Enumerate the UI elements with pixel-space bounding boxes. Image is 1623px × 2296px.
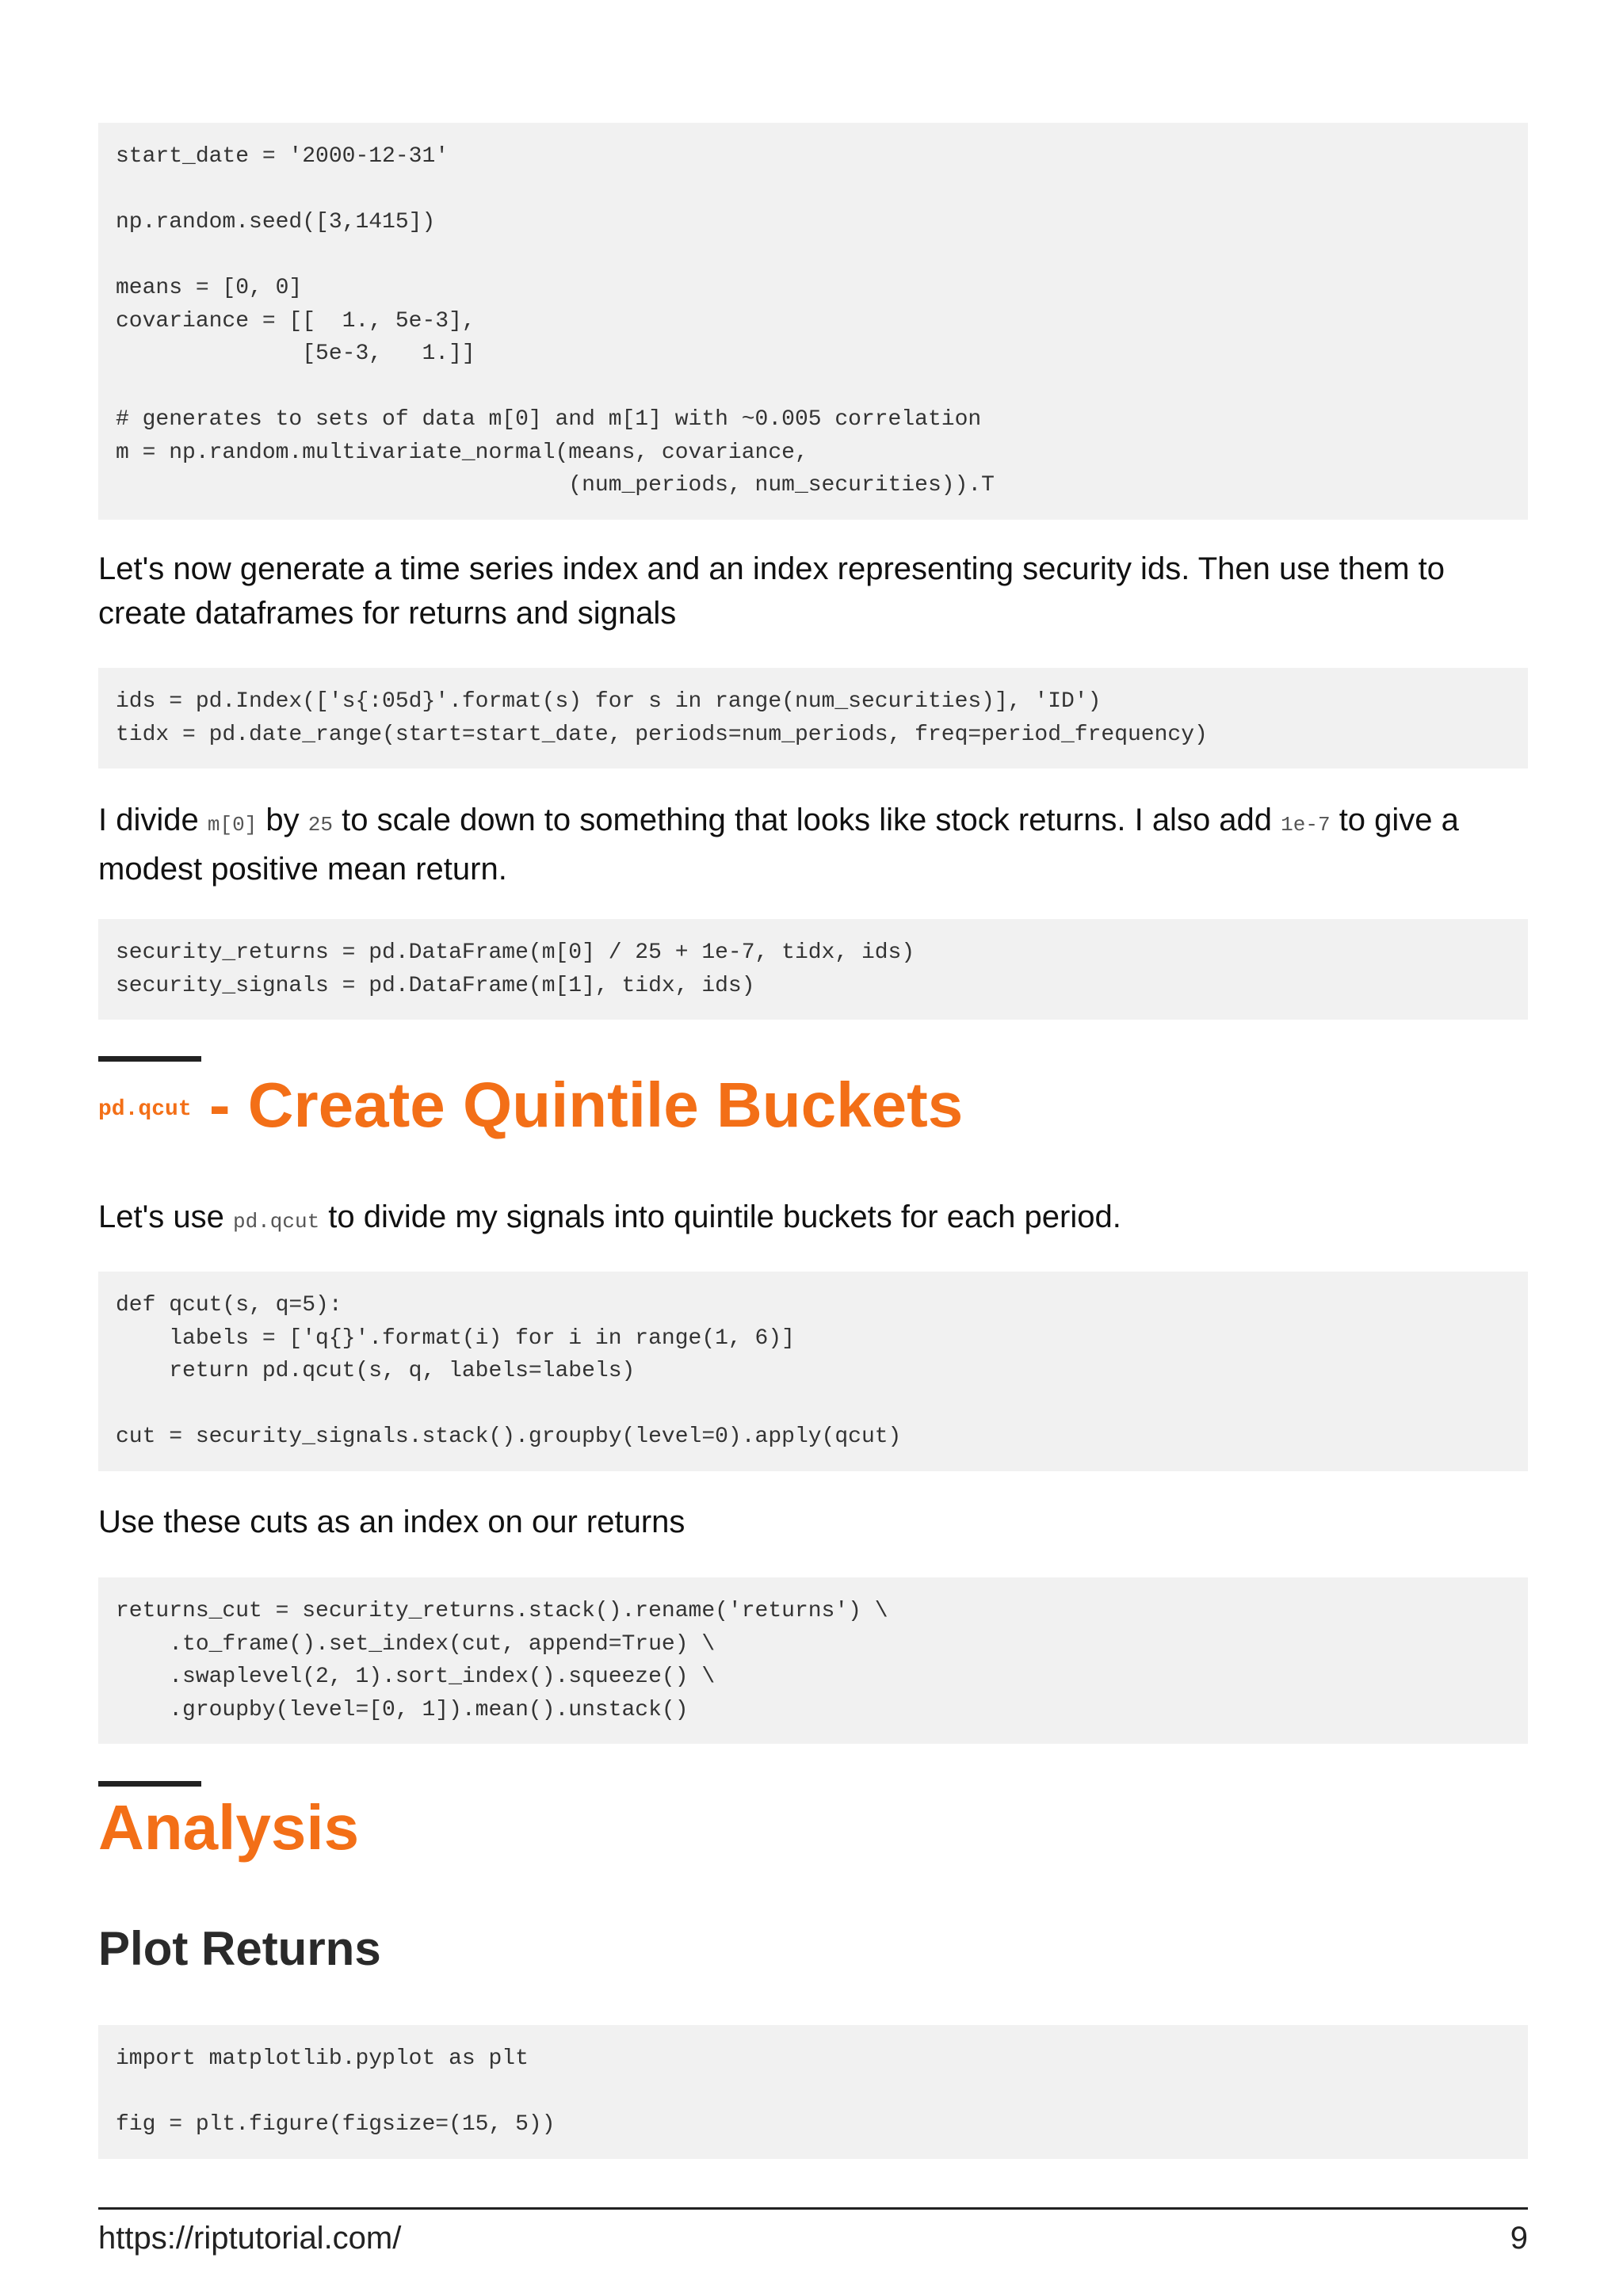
- paragraph-text: to give a modest positive mean return.: [98, 803, 1459, 887]
- inline-code: 1e-7: [1281, 813, 1331, 837]
- inline-code: 25: [307, 813, 333, 837]
- heading-code: pd.qcut: [98, 1097, 192, 1122]
- inline-code: pd.qcut: [232, 1210, 320, 1234]
- paragraph-text: to divide my signals into quintile buckets for each period.: [319, 1199, 1121, 1234]
- section-heading-qcut: [98, 1070, 963, 1146]
- heading-title: - Create Quintile Buckets: [191, 1070, 964, 1140]
- code-block-returns-cut: returns_cut = security_returns.stack().rename('returns') \ .to_frame().set_index(cut, append=True) \ .swaplevel(2, 1).sort_index().squeeze() \ .groupby(level=[0, 1]).mean().unstack(): [98, 1577, 1528, 1744]
- paragraph-qcut-intro: [98, 1195, 1528, 1244]
- section-heading-analysis: Analysis: [98, 1792, 360, 1863]
- paragraph-text: to scale down to something that looks like stock returns. I also add: [332, 803, 1281, 837]
- paragraph-text: by: [257, 803, 308, 837]
- code-block-index: ids = pd.Index(['s{:05d}'.format(s) for s in range(num_securities)], 'ID') tidx = pd.date_range(start=start_date, periods=num_periods, freq=period_frequency): [98, 668, 1528, 769]
- inline-code: m[0]: [207, 813, 258, 837]
- code-block-qcut: def qcut(s, q=5): labels = ['q{}'.format(i) for i in range(1, 6)] return pd.qcut(s, q, labels=labels) cut = security_signals.stack().groupby(level=0).apply(qcut): [98, 1272, 1528, 1471]
- paragraph-cuts-index: Use these cuts as an index on our returns: [98, 1505, 685, 1539]
- footer-rule: [98, 2207, 1528, 2210]
- subheading-plot-returns: Plot Returns: [98, 1922, 381, 1975]
- paragraph-text: I divide: [98, 803, 208, 837]
- page-number: 9: [1510, 2221, 1528, 2256]
- paragraph-text: Let's use: [98, 1199, 233, 1234]
- code-block-frames: security_returns = pd.DataFrame(m[0] / 25 + 1e-7, tidx, ids) security_signals = pd.DataFrame(m[1], tidx, ids): [98, 919, 1528, 1020]
- code-block-plot: import matplotlib.pyplot as plt fig = plt.figure(figsize=(15, 5)): [98, 2025, 1528, 2159]
- code-block-setup: start_date = '2000-12-31' np.random.seed([3,1415]) means = [0, 0] covariance = [[ 1., 5e-3], [5e-3, 1.]] # generates to sets of data m[0] and m[1] with ~0.005 correlation m = np.random.multivariate_normal(means, covariance, (num_periods, num_securities)).T: [98, 123, 1528, 520]
- paragraph-index-intro: Let's now generate a time series index and an index representing security ids. Then use them to create dataframes for returns and signals: [98, 551, 1445, 631]
- section-rule: [98, 1056, 201, 1062]
- paragraph-scale: [98, 798, 1528, 891]
- footer-url: https://riptutorial.com/: [98, 2221, 402, 2256]
- section-rule: [98, 1781, 201, 1787]
